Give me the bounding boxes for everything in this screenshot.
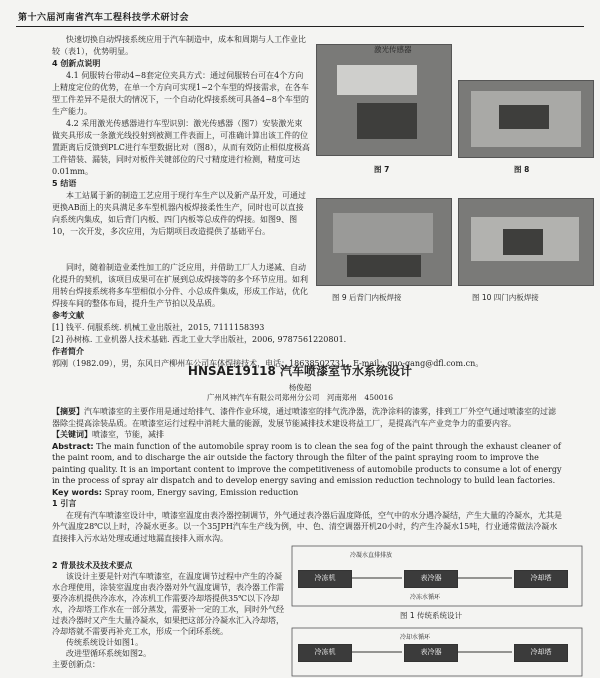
references-heading: 参考文献: [52, 311, 84, 320]
section-1-heading: 1 引言: [52, 499, 77, 508]
figure-8-caption: 图 8: [514, 165, 530, 174]
paper2-author: 杨俊超: [288, 383, 312, 392]
section-2-heading: 2 背景技术及技术要点: [52, 561, 133, 570]
figure-1-caption: 图 1 传统系统设计: [400, 611, 463, 620]
paper1-conclusion-continued: [52, 262, 310, 310]
figure-10-photo: [458, 198, 594, 286]
reference-1: [1] 钱平. 伺服系统. 机械工业出版社，2015, 7111158393: [52, 323, 265, 332]
figure-1-diagram: [290, 542, 590, 678]
author-bio-heading: 作者简介: [52, 347, 84, 356]
section-2-fig2-ref: 改进型循环系统如图2。: [66, 649, 152, 658]
keywords-cn-label: 【关键词】: [52, 430, 92, 439]
keywords-en-label: Key words:: [52, 487, 103, 497]
figure-9-caption: 图 9 后背门内板焊接: [332, 293, 402, 302]
box-cooler-2: 表冷器: [404, 644, 458, 662]
diagram-note-top: 冷凝水直排排放: [350, 552, 393, 559]
figure-7-label: 激光传感器: [374, 45, 412, 54]
paper2-left-column: [52, 560, 284, 670]
section-5-heading: 5 结语: [52, 179, 77, 188]
author-bio: 郭刚（1982.09），男，东风日产柳州车公司车体焊接技术，电话：18638502731，E-mail：guo-gang@dfl.com.cn。: [52, 359, 484, 368]
figure-7-photo: [316, 44, 452, 156]
section-4-2-paragraph: 4.2 采用激光传感器进行车型识别：激光传感器（图7）安装激光束做夹具形成一条激光线投射到被测工件表面上，可准确计算出该工件的位置距离后反馈到PLC进行车型数据比对（图8），从而有效防止相似度极高工件错装、漏装，同时对板件关键部位的尺寸精度进行检测，精度可达0.01mm。: [52, 119, 310, 176]
paper2-title: HNSAE19118 汽车喷漆室节水系统设计: [187, 364, 413, 378]
diagram-note-cooling: 冷却水循环: [400, 634, 431, 641]
section-2-paragraph: 该设计主要是针对汽车喷漆室，在温度调节过程中产生的冷凝水合理使用，涂装室温度由表冷器对外气温度调节，表冷器工作需要冷冻机提供冷冻水，冷冻机工作需要冷却塔提供35℃以下冷却水，冷却塔工作水在一部分蒸发，需要补一定的工水，同时外气经过表冷器时又产生大量冷凝水，如果把这部分冷凝水汇入冷却塔，冷却塔就不需要再补充工水，形成一个闭环系统。: [52, 572, 284, 636]
box-tower: 冷却塔: [514, 570, 568, 588]
keywords-en: Spray room, Energy saving, Emission reduction: [104, 487, 299, 497]
paper2-affiliation: 广州风神汽车有限公司郑州分公司 河南郑州 450016: [206, 393, 394, 402]
abstract-en: The main function of the automobile spray room is to clean the sea fog of the paint through the exhaust cleaner of the paint room, and to discharge the air outside the factory through the filter of the paint spraying room to improve the painting quality. It is an important content to improve the competitiveness of automobile products to consume a lot of energy in the process of spray air dispatch and to develop energy saving and emission reduction technology to build lean factories.: [52, 441, 562, 485]
section-5-paragraph-b: 同时，随着制造业柔性加工的广泛应用，并借助工厂人力递减、自动化提升的契机，该项目成果可在扩展到总成焊接等的多个环节应用。如利用转台焊接系统将多车型相似小分件、小总成件集成，形成工作站，优化焊接车间的整体布局，提升生产节拍以及品质。: [52, 263, 308, 308]
figure-7-caption: 图 7: [374, 165, 390, 174]
section-4-1-paragraph: 4.1 伺服转台带动4~8套定位夹具方式：通过伺服转台可在4个方向上精度定位的优势，在单一个方向可实现1~2个车型的焊接需求，在各车型工件差异不是很大的情况下，一个自动化焊接系统可具备4~8个车型的生产能力。: [52, 71, 309, 116]
diagram-note-mid: 冷冻水循环: [410, 594, 441, 601]
intro-paragraph: 快速切换自动焊接系统应用于汽车制造中，成本和周期与人工作业比较（表1），优势明显。: [52, 35, 306, 56]
abstract-cn-label: 【摘要】: [52, 407, 84, 416]
header-rule: [16, 26, 584, 27]
figure-9-photo: [316, 198, 452, 286]
box-tower-2: 冷却塔: [514, 644, 568, 662]
paper1-left-column: [52, 34, 310, 238]
section-2-fig1-ref: 传统系统设计如图1。: [66, 638, 144, 647]
box-chiller-2: 冷冻机: [298, 644, 352, 662]
paper1-references: [52, 310, 572, 370]
figure-8-photo: [458, 80, 594, 158]
running-header: 第十六届河南省汽车工程科技学术研讨会: [18, 13, 190, 23]
paper2-abstract-block: [52, 406, 562, 544]
box-cooler: 表冷器: [404, 570, 458, 588]
reference-2: [2] 孙树栋. 工业机器人技术基础. 西北工业大学出版社，2006, 9787561220801.: [52, 335, 347, 344]
section-1-paragraph: 在现有汽车喷漆室设计中，喷漆室温度由表冷器控制调节，外气通过表冷器后温度降低，空气中的水分遇冷凝结，产生大量的冷凝水，尤其是外气温度28℃以上时，冷凝水更多。以一个35JPH汽车生产线为例，中、色、清空调器开机20小时，约产生冷凝水15吨，行业通常做法冷凝水直接排入污水站处理或通过地漏直接排入雨水沟。: [52, 510, 562, 543]
box-chiller: 冷冻机: [298, 570, 352, 588]
keywords-cn: 喷漆室，节能，减排: [92, 430, 164, 439]
section-2-innovations: 主要创新点：: [52, 660, 100, 669]
figure-10-caption: 图 10 四门内板焊接: [472, 293, 539, 302]
abstract-cn: 汽车喷漆室的主要作用是通过给排气、漆件作业环境，通过喷漆室的排气洗净器，洗净涂料的漆雾，排到工厂外空气通过喷漆室的过滤器除尘提高涂装品质。在喷漆室运行过程中消耗大量的能源，发展节能减排技术建设将益工厂，是提高汽车产业竞争力的重要内容。: [52, 407, 556, 428]
section-4-heading: 4 创新点说明: [52, 59, 101, 68]
abstract-en-label: Abstract:: [52, 441, 94, 451]
section-5-paragraph-a: 本工站属于新的制造工艺应用于现行车生产以及新产品开发，可通过更换AB面上的夹具满足多车型机器内板焊接柔性生产，同时也可以直接向系统内集成，如后背门内板、四门内板等总成件的焊接。如图9、图10，一次开发，多次应用，为后期项目改造提供了基础平台。: [52, 191, 306, 236]
